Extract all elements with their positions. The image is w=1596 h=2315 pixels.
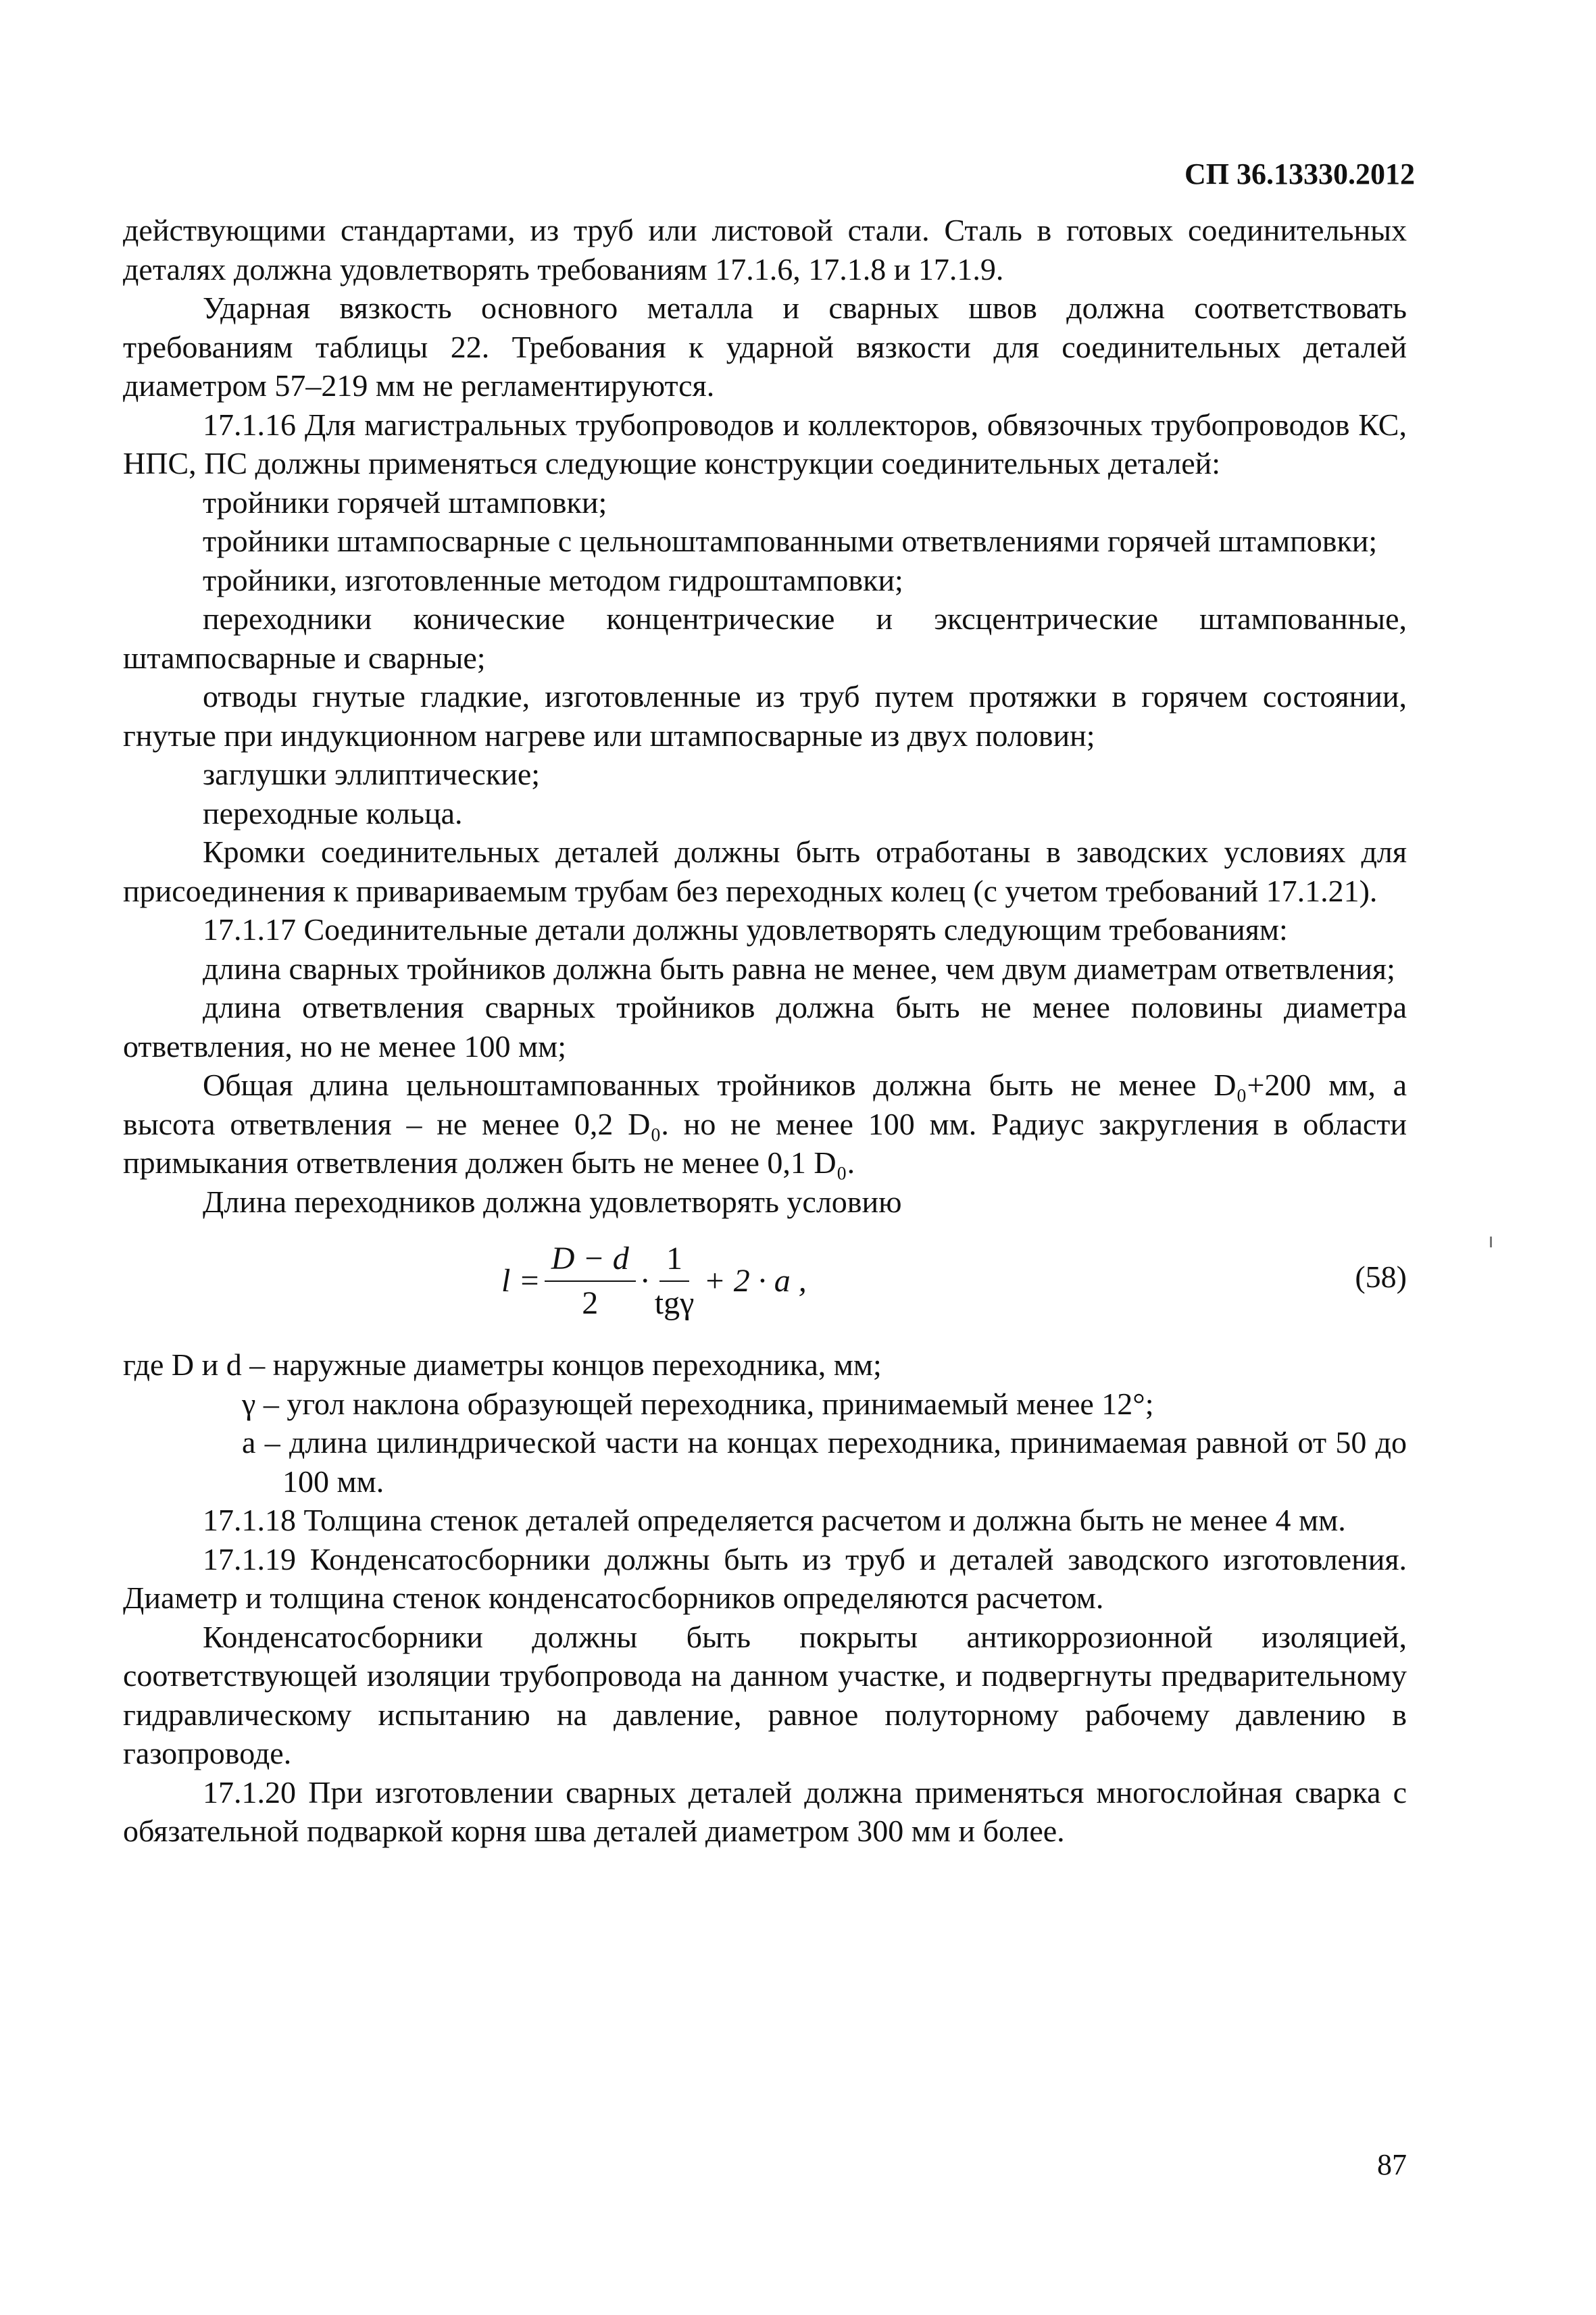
list-item-tee-stamp-welded: тройники штампосварные с цельноштампованными ответвлениями горячей штамповки;	[203, 524, 1378, 558]
page-number: 87	[1377, 2148, 1407, 2181]
formula-58	[123, 1224, 1407, 1339]
list-item-tee-hydro-stamping: тройники, изготовленные методом гидроштамповки;	[203, 562, 903, 597]
formula-rest: + 2 · a ,	[703, 1263, 807, 1299]
list-item-bends: отводы гнутые гладкие, изготовленные из труб путем протяжки в горячем состоянии, гнутые при индукционном нагреве или штампосварные из двух половин;	[123, 679, 1407, 753]
paragraph-17-1-16: 17.1.16 Для магистральных трубопроводов и коллекторов, обвязочных трубопроводов КС, НПС, ПС должны применяться следующие конструкции соединительных деталей:	[123, 407, 1407, 480]
paragraph-17-1-17: 17.1.17 Соединительные детали должны удовлетворять следующим требованиям:	[203, 912, 1288, 947]
paragraph-reducer-length: Длина переходников должна удовлетворять условию	[203, 1184, 902, 1219]
multiply-dot: ·	[639, 1263, 651, 1299]
fraction-denominator: tgγ	[654, 1285, 695, 1321]
fraction-denominator: 2	[582, 1285, 599, 1321]
paragraph-17-1-18: 17.1.18 Толщина стенок деталей определяется расчетом и должна быть не менее 4 мм.	[203, 1503, 1346, 1537]
formula-expression	[501, 1224, 807, 1339]
definition-lead: где D и d – наружные диаметры концов переходника, мм;	[123, 1347, 882, 1382]
list-item-rings: переходные кольца.	[203, 795, 463, 830]
paragraph-condensate-coating: Конденсатосборники должны быть покрыты антикоррозионной изоляцией, соответствующей изоляции трубопровода на данном участке, и подвергнуты предварительному гидравлическому испытанию на давление, равное полуторному рабочему давлению в газопроводе.	[123, 1619, 1407, 1770]
definition-a: a – длина цилиндрической части на концах переходника, принимаемая равной от 50 до 100 мм.	[242, 1425, 1407, 1499]
formula-number: (58)	[1355, 1260, 1407, 1294]
body-text	[123, 211, 1407, 1851]
paragraph-edges: Кромки соединительных деталей должны быть отработаны в заводских условиях для присоединения к привариваемым трубам без переходных колец (с учетом требований 17.1.21).	[123, 835, 1407, 908]
document-code-header: СП 36.13330.2012	[1184, 157, 1415, 191]
requirement-total-length: Общая длина цельноштампованных тройников должна быть не менее D₀+200 мм, а высота ответвления – не менее 0,2 D₀. но не менее 100 мм. Радиус закругления в области примыкания ответвления должен быть не менее 0,1 D₀.	[123, 1068, 1407, 1180]
paragraph-impact-toughness: Ударная вязкость основного металла и сварных швов должна соответствовать требованиям таблицы 22. Требования к ударной вязкости для соединительных деталей диаметром 57–219 мм не регламентируются.	[123, 291, 1407, 403]
margin-mark	[1490, 1237, 1492, 1247]
fraction-numerator: 1	[659, 1237, 689, 1282]
fraction-tangent	[655, 1237, 695, 1325]
requirement-tee-length: длина сварных тройников должна быть равна не менее, чем двум диаметрам ответвления;	[203, 951, 1395, 986]
fraction-numerator: D − d	[545, 1237, 636, 1282]
list-item-tee-hot-stamping: тройники горячей штамповки;	[203, 484, 607, 520]
definition-list	[123, 1385, 1407, 1501]
paragraph-continuation: действующими стандартами, из труб или листовой стали. Сталь в готовых соединительных деталях должна удовлетворять требованиям 17.1.6, 17.1.8 и 17.1.9.	[123, 213, 1407, 287]
paragraph-17-1-19: 17.1.19 Конденсатосборники должны быть из труб и деталей заводского изготовления. Диаметр и толщина стенок конденсатосборников определяются расчетом.	[123, 1541, 1407, 1615]
paragraph-17-1-20: 17.1.20 При изготовлении сварных деталей должна применяться многослойная сварка с обязательной подваркой корня шва деталей диаметром 300 мм и более.	[123, 1774, 1407, 1848]
list-item-reducers: переходники конические концентрические и эксцентрические штампованные, штампосварные и сварные;	[123, 601, 1407, 675]
list-item-caps: заглушки эллиптические;	[203, 757, 541, 791]
definition-gamma: γ – угол наклона образующей переходника, принимаемый менее 12°;	[242, 1386, 1154, 1421]
requirement-branch-length: длина ответвления сварных тройников должна быть не менее половины диаметра ответвления, но не менее 100 мм;	[123, 990, 1407, 1064]
formula-lhs: l =	[501, 1263, 541, 1299]
fraction-diameters	[545, 1237, 636, 1325]
